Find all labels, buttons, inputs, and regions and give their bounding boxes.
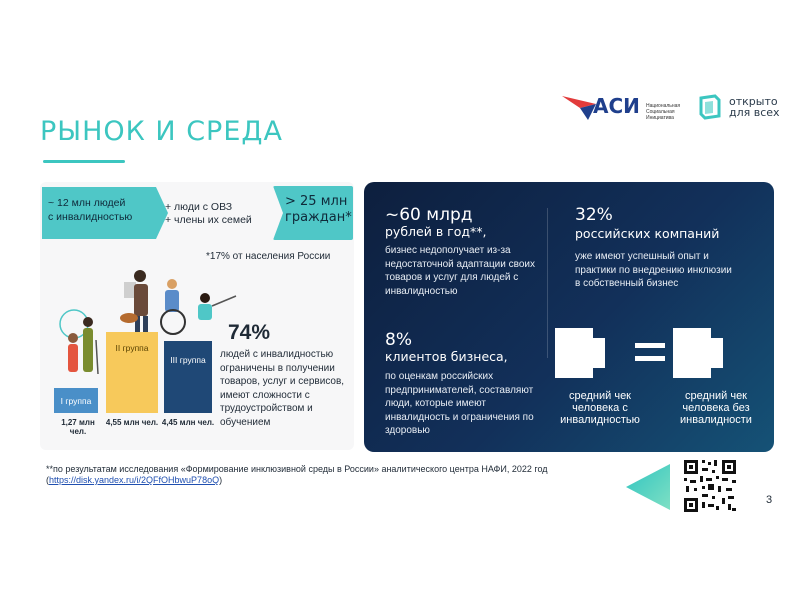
group-1-label: I группа	[60, 396, 92, 406]
clients-share-value: 8%	[385, 330, 412, 350]
panel-divider-vertical	[547, 208, 548, 358]
banner-notch	[273, 186, 283, 240]
revenue-loss-description: бизнес недополучает из-за недостаточной адаптации своих товаров и услуг для людей с инвалидностью	[385, 245, 535, 297]
group-1-value: 1,27 млн чел.	[61, 418, 95, 436]
page-number: 3	[766, 494, 773, 506]
title-underline	[43, 160, 125, 163]
revenue-loss-value: ~60 млрд	[385, 205, 473, 225]
open-for-all-logo-text: открыто для всех	[729, 95, 780, 119]
open-for-all-logo-icon	[697, 94, 723, 120]
group-3-label: III группа	[170, 355, 206, 365]
qr-code	[682, 458, 738, 514]
total-citizens-banner: > 25 млн граждан*	[273, 186, 353, 240]
companies-share-unit: российских компаний	[575, 226, 720, 241]
previous-slide-arrow-icon[interactable]	[620, 462, 676, 512]
equal-check-graphic	[555, 328, 735, 378]
group-2-value: 4,55 млн чел.	[105, 418, 159, 427]
clients-share-unit: клиентов бизнеса,	[385, 349, 508, 364]
asi-logo-subtitle: Национальная Социальная Инициатива	[646, 103, 681, 121]
group-3-value: 4,45 млн чел.	[161, 418, 215, 427]
people-with-disability-banner: ~ 12 млн людей с инвалидностью	[42, 187, 156, 239]
group-3-bar	[164, 341, 212, 413]
population-share-note: *17% от населения России	[206, 251, 331, 262]
research-link[interactable]: https://disk.yandex.ru/i/2QFfOHbwuP78oQ	[49, 475, 220, 485]
limited-access-stat: 74%	[228, 321, 271, 344]
additional-groups-text: + люди с ОВЗ + члены их семей	[165, 201, 252, 226]
companies-share-description: уже имеют успешный опыт и практики по внедрению инклюзии в собственный бизнес	[575, 251, 732, 289]
asi-logo-text: АСИ	[593, 94, 640, 118]
companies-share-value: 32%	[575, 205, 613, 225]
limited-access-description: людей с инвалидностью ограничены в получении товаров, услуг и сервисов, имеют сложности с трудоустройством и обучением	[220, 349, 345, 428]
page-title: РЫНОК И СРЕДА	[40, 116, 283, 147]
average-check-with-disability: средний чек человека с инвалидностью	[560, 390, 640, 426]
group-2-label: II группа	[115, 343, 149, 353]
clients-share-description: по оценкам российских предпринимателей, составляют люди, которые имеют инвалидность и ограничения по здоровью	[385, 371, 534, 436]
research-footnote: **по результатам исследования «Формирование инклюзивной среды в России» аналитического центра НАФИ, 2022 год (https://disk.yandex.ru/i/2QFfOHbwuP78oQ)	[46, 464, 548, 485]
average-check-without-disability: средний чек человека без инвалидности	[680, 390, 752, 426]
revenue-loss-unit: рублей в год**,	[385, 224, 487, 239]
